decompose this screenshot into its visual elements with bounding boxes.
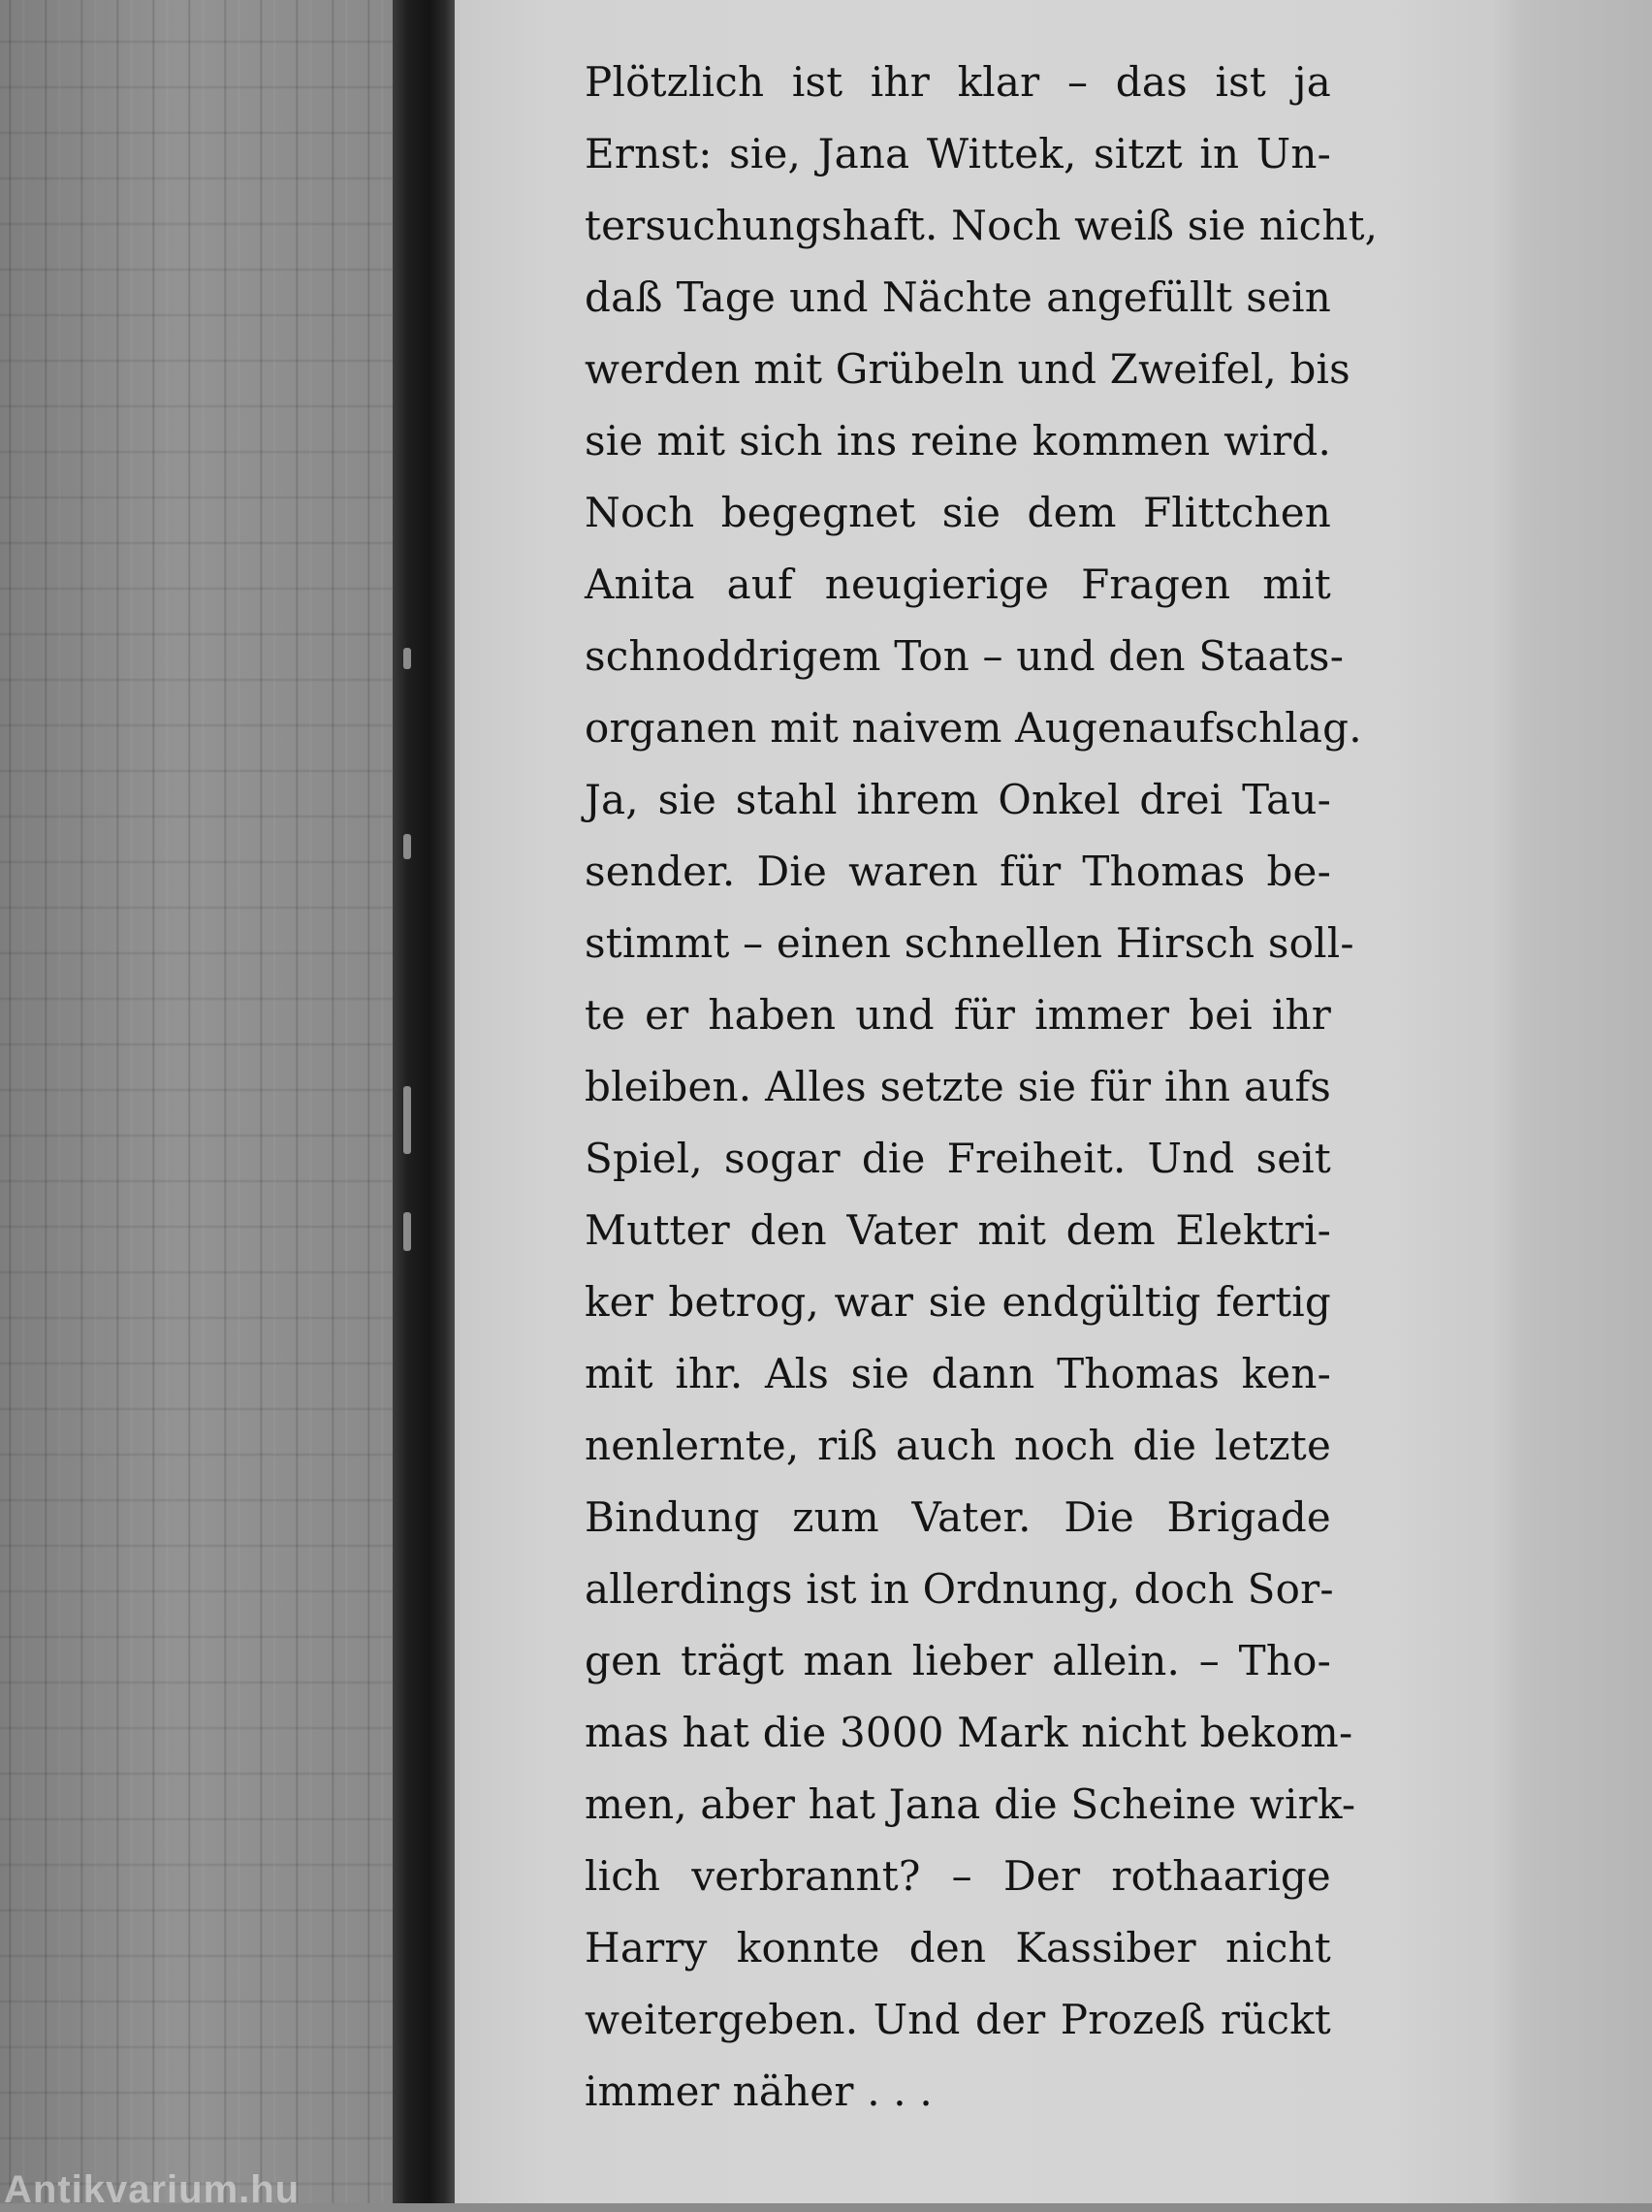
watermark: Antikvarium.hu — [4, 2168, 301, 2211]
blurb-line: gen trägt man lieber allein. – Tho- — [585, 1637, 1331, 1684]
blurb-line: tersuchungshaft. Noch weiß sie nicht, — [585, 202, 1379, 249]
blurb-line: schnoddrigem Ton – und den Staats- — [585, 632, 1345, 680]
blurb-line: Anita auf neugierige Fragen mit — [585, 561, 1331, 608]
blurb-line: stimmt – einen schnellen Hirsch soll- — [585, 919, 1354, 967]
spine-wear-mark — [403, 1212, 411, 1251]
blurb-line: Plötzlich ist ihr klar – das ist ja — [585, 58, 1331, 106]
blurb-line: Spiel, sogar die Freiheit. Und seit — [585, 1135, 1331, 1182]
blurb-line: sie mit sich ins reine kommen wird. — [585, 417, 1331, 465]
blurb-line: te er haben und für immer bei ihr — [585, 991, 1331, 1039]
spine-wear-mark — [403, 834, 411, 859]
blurb-line: immer näher . . . — [585, 2068, 933, 2115]
blurb-line: mas hat die 3000 Mark nicht bekom- — [585, 1709, 1353, 1756]
blurb-line: weitergeben. Und der Prozeß rückt — [585, 1996, 1331, 2043]
blurb-line: werden mit Grübeln und Zweifel, bis — [585, 345, 1350, 393]
blurb-line: Noch begegnet sie dem Flittchen — [585, 489, 1331, 536]
book-spine — [393, 0, 455, 2203]
blurb-line: Bindung zum Vater. Die Brigade — [585, 1493, 1331, 1541]
blurb-line: daß Tage und Nächte angefüllt sein — [585, 273, 1331, 321]
blurb-line: organen mit naivem Augenaufschlag. — [585, 704, 1362, 752]
blurb-line: bleiben. Alles setzte sie für ihn aufs — [585, 1063, 1331, 1110]
blurb-text — [585, 47, 1379, 2128]
wood-background — [0, 0, 393, 2203]
blurb-line: Ernst: sie, Jana Wittek, sitzt in Un- — [585, 130, 1331, 177]
blurb-line: mit ihr. Als sie dann Thomas ken- — [585, 1350, 1331, 1397]
blurb-line: sender. Die waren für Thomas be- — [585, 848, 1331, 895]
blurb-line: ker betrog, war sie endgültig fertig — [585, 1278, 1331, 1326]
blurb-line: allerdings ist in Ordnung, doch Sor- — [585, 1565, 1334, 1613]
page-fold-shadow — [1493, 0, 1652, 2203]
blurb-line: Harry konnte den Kassiber nicht — [585, 1924, 1331, 1972]
blurb-line: Mutter den Vater mit dem Elektri- — [585, 1206, 1331, 1254]
blurb-line: lich verbrannt? – Der rothaarige — [585, 1852, 1331, 1900]
blurb-line: men, aber hat Jana die Scheine wirk- — [585, 1780, 1356, 1828]
spine-wear-mark — [403, 648, 411, 669]
blurb-line: nenlernte, riß auch noch die letzte — [585, 1422, 1331, 1469]
spine-wear-mark — [403, 1086, 411, 1154]
blurb-line: Ja, sie stahl ihrem Onkel drei Tau- — [585, 776, 1331, 823]
